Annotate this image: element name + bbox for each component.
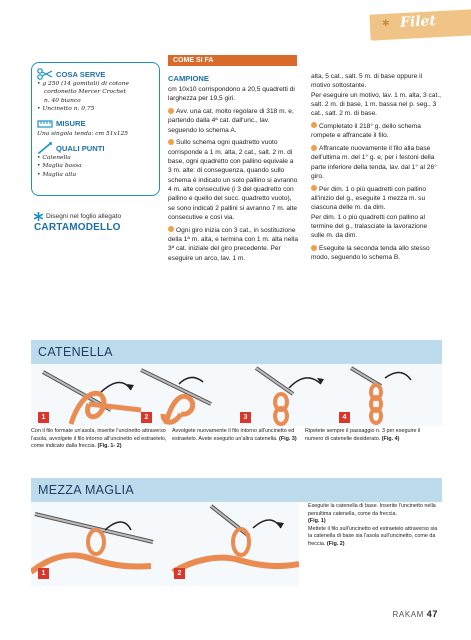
paragraph: Per eseguire un motivo, lav. 1 m. alta, 3 cat., salt. 2 m. di base, 1 m. bassa nel p. seg., 3 cat., salt. 2 m. di base. [311, 91, 441, 118]
catenella-title: CATENELLA [38, 345, 113, 359]
cosa-serve-list [37, 80, 154, 114]
step-number: 4 [339, 412, 350, 423]
star-icon: ✱ [382, 18, 390, 28]
list-item: • Maglia alta [37, 171, 77, 178]
paragraph: Avv. una cat. molto regolare di 318 m. e, partendo dalla 4ª cat. dall'unc., lav. seguendo lo schema A. [168, 108, 294, 134]
step-number: 3 [240, 412, 251, 423]
bullet-icon [168, 108, 174, 114]
list-item: • g 250 (14 gomitoli) di cotone [37, 81, 129, 87]
list-item: • Maglia bassa [37, 163, 82, 170]
paragraph: Sullo schema ogni quadretto vuoto corrisponde a 1 m. alta, 2 cat., salt. 2 m. di base, ogni quadretto con pallino equivale a 3 m. alte: di conseguenza, quando sullo schema è indicato un solo pallino si avranno 4 m. alte consecutive (i 3 del quadretto con pallino e quello del succ. quadretto vuoto), se sono indicati 2 pallini si avranno 7 m. alte consecutive e così via. [168, 139, 298, 221]
paragraph: Per dim. 1 o più quadretti con pallino all'inizio del g., eseguite 1 mezza m. su ciascuna delle m. da dim. [311, 185, 427, 212]
ruler-icon [37, 118, 53, 130]
catenella-illustrations [31, 364, 442, 426]
paragraph: Per dim. 1 o più quadretti con pallino al termine del g., tralasciate la lavorazione sulle m. da dim. [311, 213, 428, 240]
list-item: n. 40 bianco [44, 97, 81, 104]
step-number: 1 [38, 568, 49, 579]
page-number: 47 [426, 609, 438, 619]
bullet-icon [311, 145, 317, 151]
catenella-caption-3: Ripetete sempre il passaggio n. 3 per eseguire il numero di catenelle desiderato. (Fig. 4) [305, 428, 421, 442]
paragraph: Eseguite la seconda tenda allo stesso modo, seguendo lo schema B. [311, 245, 430, 262]
paragraph: Affrancate nuovamente il filo alla base dell'ultima m. del 1° g. e, per i festoni della parte inferiore della tenda, lav. dal 1° al 26° giro. [311, 145, 437, 180]
paragraph: cm 10x10 corrispondono a 20,5 quadretti di larghezza per 19,5 giri. [168, 86, 295, 103]
misure-heading: MISURE [37, 118, 154, 130]
instructions-header: COME SI FA [168, 55, 297, 66]
bullet-icon [168, 139, 174, 145]
materials-box [31, 62, 160, 196]
campione-heading: CAMPIONE [168, 74, 209, 83]
step-number: 1 [38, 412, 49, 423]
misure-text: Una singola tenda: cm 51x125 [37, 130, 129, 137]
pattern-sheet-note [34, 212, 164, 233]
magazine-name: RAKAM [392, 610, 424, 619]
step-number: 2 [141, 412, 152, 423]
bullet-icon [168, 226, 174, 232]
cosa-serve-heading: COSA SERVE [37, 68, 154, 80]
mezza-maglia-caption: Eseguite la catenella di base. Inserite l'uncinetto nella penultima catenella, come da freccia. (Fig. 1) Mettete il filo sull'uncinetto ed estraetelo attraverso sia la catenella di base sia l'asola sull'uncinetto, come da freccia. (Fig. 2) [308, 503, 438, 547]
asterisk-icon [34, 212, 43, 221]
scissors-icon [37, 68, 53, 80]
mezza-maglia-illustrations [31, 502, 299, 586]
catenella-caption-1: Con il filo formate un'asola, inserite l'uncinetto attraverso l'asola, avvolgete il filo intorno all'uncinetto ed estraetelo, come indicato dalla freccia. (Fig. 1- 2) [31, 428, 167, 450]
bullet-icon [311, 245, 317, 251]
section-tag-label: Filet [399, 13, 437, 31]
instructions-column-2 [311, 72, 442, 266]
pattern-sheet-title: CARTAMODELLO [34, 222, 121, 233]
pattern-sheet-text: Disegni nel foglio allegato [46, 213, 122, 220]
list-item: • Uncinetto n. 0,75 [37, 106, 95, 113]
punti-heading: QUALI PUNTI [37, 142, 154, 154]
catenella-caption-2: Avvolgete nuovamente il filo intorno all'uncinetto ed estraetelo. Avete eseguito un'altra catenella. (Fig. 3) [172, 428, 297, 442]
paragraph: Ogni giro inizia con 3 cat., in sostituzione della 1ª m. alta, e termina con 1 m. alta nella 3ª cat. iniziale del giro precedente. Per eseguire un arco, lav. 1 m. [168, 226, 298, 262]
list-item: • Catenella [37, 155, 71, 162]
bullet-icon [311, 185, 317, 191]
list-item: cordonetto Mercer Crochet [44, 89, 127, 96]
paragraph: Completato il 218° g. dello schema rompete e affrancate il filo. [311, 122, 421, 140]
mezza-maglia-title: MEZZA MAGLIA [38, 483, 134, 497]
crochet-hook-icon [37, 142, 53, 154]
paragraph: alta, 5 cat., salt. 5 m. di base oppure il motivo sottostante. [311, 73, 423, 90]
instructions-column-1 [168, 85, 298, 266]
step-number: 2 [174, 568, 185, 579]
page-footer [393, 609, 439, 619]
punti-list [37, 154, 154, 179]
bullet-icon [311, 122, 317, 128]
